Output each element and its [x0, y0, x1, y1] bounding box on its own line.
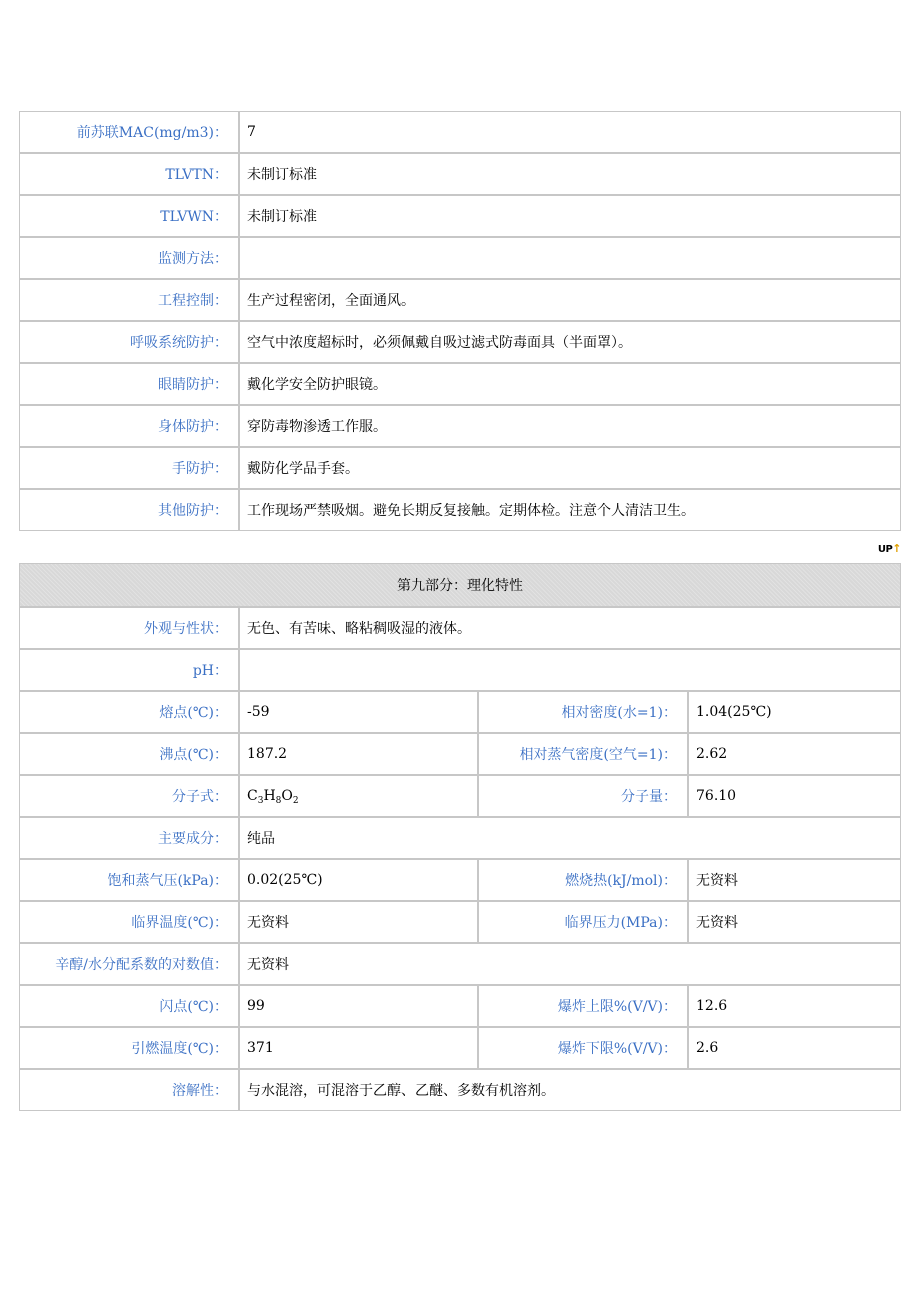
protection-row — [19, 153, 901, 195]
property-row-appearance — [19, 607, 901, 649]
protection-value: 戴化学安全防护眼镜。 — [239, 363, 901, 405]
component-label: 主要成分： — [19, 817, 239, 859]
boiling-label: 沸点(℃)： — [19, 733, 239, 775]
appearance-label: 外观与性状： — [19, 607, 239, 649]
protection-row — [19, 279, 901, 321]
protection-table — [19, 111, 901, 531]
formula-o: O — [281, 788, 293, 804]
vapor-pressure-label: 饱和蒸气压(kPa)： — [19, 859, 239, 901]
melting-label: 熔点(℃)： — [19, 691, 239, 733]
formula-c: C — [247, 788, 258, 804]
property-row-logp — [19, 943, 901, 985]
property-row-ph — [19, 649, 901, 691]
property-row-component — [19, 817, 901, 859]
lower-limit-label: 爆炸下限%(V/V)： — [478, 1027, 688, 1069]
upper-limit-value: 12.6 — [688, 985, 901, 1027]
protection-value: 穿防毒物渗透工作服。 — [239, 405, 901, 447]
protection-value: 戴防化学品手套。 — [239, 447, 901, 489]
ph-value — [239, 649, 901, 691]
critical-temp-value: 无资料 — [239, 901, 478, 943]
protection-value: 未制订标准 — [239, 195, 901, 237]
protection-row — [19, 447, 901, 489]
flash-value: 99 — [239, 985, 478, 1027]
vapor-density-value: 2.62 — [688, 733, 901, 775]
ignition-label: 引燃温度(℃)： — [19, 1027, 239, 1069]
protection-label: 呼吸系统防护： — [19, 321, 239, 363]
appearance-value: 无色、有苦味、略粘稠吸湿的液体。 — [239, 607, 901, 649]
protection-label: 手防护： — [19, 447, 239, 489]
property-row-critical — [19, 901, 901, 943]
protection-label: 身体防护： — [19, 405, 239, 447]
formula-c-count: 3 — [257, 796, 264, 806]
protection-row — [19, 405, 901, 447]
formula-value — [239, 775, 478, 817]
combustion-value: 无资料 — [688, 859, 901, 901]
section-title: 第九部分：理化特性 — [19, 563, 901, 607]
property-row-boiling — [19, 733, 901, 775]
critical-temp-label: 临界温度(℃)： — [19, 901, 239, 943]
protection-label: TLVWN： — [19, 195, 239, 237]
upper-limit-label: 爆炸上限%(V/V)： — [478, 985, 688, 1027]
property-row-solubility — [19, 1069, 901, 1111]
protection-row — [19, 111, 901, 153]
property-row-vapor-pressure — [19, 859, 901, 901]
up-link-text: UP — [877, 544, 893, 555]
solubility-value: 与水混溶，可混溶于乙醇、乙醚、多数有机溶剂。 — [239, 1069, 901, 1111]
physical-properties-table — [19, 563, 901, 1111]
protection-label: TLVTN： — [19, 153, 239, 195]
document-body — [19, 111, 901, 1111]
protection-value: 未制订标准 — [239, 153, 901, 195]
rel-density-label: 相对密度(水=1)： — [478, 691, 688, 733]
protection-value: 7 — [239, 111, 901, 153]
melting-value: -59 — [239, 691, 478, 733]
solubility-label: 溶解性： — [19, 1069, 239, 1111]
boiling-value: 187.2 — [239, 733, 478, 775]
lower-limit-value: 2.6 — [688, 1027, 901, 1069]
critical-pressure-label: 临界压力(MPa)： — [478, 901, 688, 943]
ph-label: pH： — [19, 649, 239, 691]
formula-o-count: 2 — [292, 796, 299, 806]
ignition-value: 371 — [239, 1027, 478, 1069]
protection-label: 工程控制： — [19, 279, 239, 321]
combustion-label: 燃烧热(kJ/mol)： — [478, 859, 688, 901]
vapor-density-label: 相对蒸气密度(空气=1)： — [478, 733, 688, 775]
component-value: 纯品 — [239, 817, 901, 859]
protection-row — [19, 363, 901, 405]
up-link[interactable] — [878, 542, 901, 555]
critical-pressure-value: 无资料 — [688, 901, 901, 943]
protection-label: 前苏联MAC(mg/m3)： — [19, 111, 239, 153]
formula-h-count: 8 — [275, 796, 282, 806]
rel-density-value: 1.04(25℃) — [688, 691, 901, 733]
protection-label: 其他防护： — [19, 489, 239, 531]
property-row-formula — [19, 775, 901, 817]
formula-label: 分子式： — [19, 775, 239, 817]
mw-label: 分子量： — [478, 775, 688, 817]
mw-value: 76.10 — [688, 775, 901, 817]
logp-label: 辛醇/水分配系数的对数值： — [19, 943, 239, 985]
protection-value: 生产过程密闭，全面通风。 — [239, 279, 901, 321]
vapor-pressure-value: 0.02(25℃) — [239, 859, 478, 901]
protection-label: 监测方法： — [19, 237, 239, 279]
protection-row — [19, 489, 901, 531]
flash-label: 闪点(℃)： — [19, 985, 239, 1027]
protection-row — [19, 321, 901, 363]
protection-row — [19, 237, 901, 279]
property-row-melting — [19, 691, 901, 733]
property-row-flash — [19, 985, 901, 1027]
formula-h: H — [263, 788, 276, 804]
protection-label: 眼睛防护： — [19, 363, 239, 405]
logp-value: 无资料 — [239, 943, 901, 985]
up-arrow-icon: ↑ — [892, 542, 901, 555]
protection-value: 工作现场严禁吸烟。避免长期反复接触。定期体检。注意个人清洁卫生。 — [239, 489, 901, 531]
protection-row — [19, 195, 901, 237]
protection-value — [239, 237, 901, 279]
section-header-row — [19, 563, 901, 607]
property-row-ignition — [19, 1027, 901, 1069]
protection-value: 空气中浓度超标时，必须佩戴自吸过滤式防毒面具（半面罩）。 — [239, 321, 901, 363]
up-row — [19, 531, 901, 563]
